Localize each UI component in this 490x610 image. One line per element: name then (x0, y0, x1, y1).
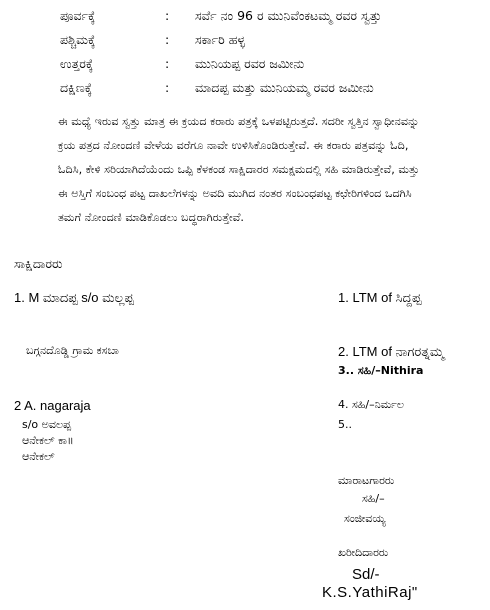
right-witness-5: 5.. (338, 418, 352, 431)
witness-2-name: 2 A. nagaraja (14, 398, 91, 413)
boundary-label: ದಕ್ಷಿಣಕ್ಕೆ (60, 80, 93, 95)
seller-signature: ಸಹಿ/– (362, 492, 385, 505)
right-witness-2: 2. LTM of ನಾಗರತ್ನಮ್ಮ (338, 344, 445, 359)
buyer-signature: Sd/- (352, 566, 380, 583)
boundary-label: ಉತ್ತರಕ್ಕೆ (60, 56, 94, 71)
boundary-colon: : (165, 56, 170, 71)
seller-name: ಸಂಜೀವಯ್ಯ (344, 512, 386, 525)
paragraph-line: ಈ ಮಧ್ಯೆ ಇರುವ ಸ್ವತ್ತು ಮಾತ್ರ ಈ ಕ್ರಯದ ಕರಾರು ಪತ್ರಕ್ಕೆ ಒಳಪಟ್ಟಿರುತ್ತದೆ. ಸದರೀ ಸ್ವತ್ತಿನ ಸ್ವಾಧೀನವನ್ನು (58, 115, 420, 128)
boundary-colon: : (165, 80, 170, 95)
witness-1-name: 1. M ಮಾದಪ್ಪ s/o ಮಲ್ಲಪ್ಪ (14, 290, 134, 305)
witness-2-address: ಆನೇಕಲ್ (22, 450, 55, 463)
boundary-value: ಸರ್ವೆ ನಂ 96 ರ ಮುನಿವೆಂಕಟಮ್ಮ ರವರ ಸ್ವತ್ತು (195, 8, 382, 23)
boundary-value: ಮುನಿಯಪ್ಪ ರವರ ಜಮೀನು (195, 56, 305, 71)
boundary-value: ಮಾದಪ್ಪ ಮತ್ತು ಮುನಿಯಮ್ಮ ರವರ ಜಮೀನು (195, 80, 374, 95)
right-witness-1: 1. LTM of ಸಿದ್ದಪ್ಪ (338, 290, 422, 305)
boundary-value: ಸರ್ಕಾರಿ ಹಳ್ಳ (195, 32, 245, 47)
witness-2-address: ಆನೇಕಲ್ ಕಾ॥ (22, 434, 74, 447)
buyer-name: K.S.YathiRaj" (322, 584, 418, 601)
boundary-label: ಪೂರ್ವಕ್ಕೆ (60, 8, 96, 23)
boundary-label: ಪಶ್ಚಿಮಕ್ಕೆ (60, 32, 96, 47)
paragraph-line: ಓದಿಸಿ, ಕೇಳಿ ಸರಿಯಾಗಿದೆಯೆಂದು ಒಪ್ಪಿ ಕೆಳಕಂಡ ಸಾಕ್ಷಿದಾರರ ಸಮಕ್ಷಮದಲ್ಲಿ ಸಹಿ ಮಾಡಿರುತ್ತೇವೆ, ಮತ್ತು (58, 163, 420, 176)
buyer-heading: ಖರೀದಿದಾರರು (338, 546, 389, 559)
witnesses-heading: ಸಾಕ್ಷಿದಾರರು (14, 256, 63, 271)
right-witness-3: 3.. ಸಹಿ/–Nithira (338, 364, 424, 377)
right-witness-4: 4. ಸಹಿ/–ನಿರ್ಮಲ (338, 398, 404, 411)
witness-1-village: ಬಗ್ಗನದೊಡ್ಡಿ ಗ್ರಾಮ ಕಸಬಾ (26, 344, 119, 357)
paragraph-line: ತಮಗೆ ನೋಂದಣಿ ಮಾಡಿಕೊಡಲು ಬದ್ಧರಾಗಿರುತ್ತೇವೆ. (58, 211, 244, 224)
witness-2-father: s/o ಅವಲಪ್ಪ (22, 418, 72, 431)
paragraph-line: ಈ ಅಸ್ತಿಗೆ ಸಂಬಂಧ ಪಟ್ಟ ದಾಖಲೆಗಳನ್ನು ಅವದಿ ಮುಗಿದ ನಂತರ ಸಂಬಂಧಪಟ್ಟ ಕಛೇರಿಗಳಿಂದ ಒದಗಿಸಿ (58, 187, 412, 200)
boundary-colon: : (165, 32, 170, 47)
paragraph-line: ಕ್ರಯ ಪತ್ರದ ನೋಂದಣಿ ವೇಳೆಯ ವರೆಗೂ ನಾವೇ ಉಳಿಸಿಕೊಂಡಿರುತ್ತೇವೆ. ಈ ಕರಾರು ಪತ್ರವನ್ನು ಓದಿ, (58, 139, 409, 152)
seller-heading: ಮಾರಾಟಗಾರರು (338, 474, 395, 487)
boundary-colon: : (165, 8, 170, 23)
